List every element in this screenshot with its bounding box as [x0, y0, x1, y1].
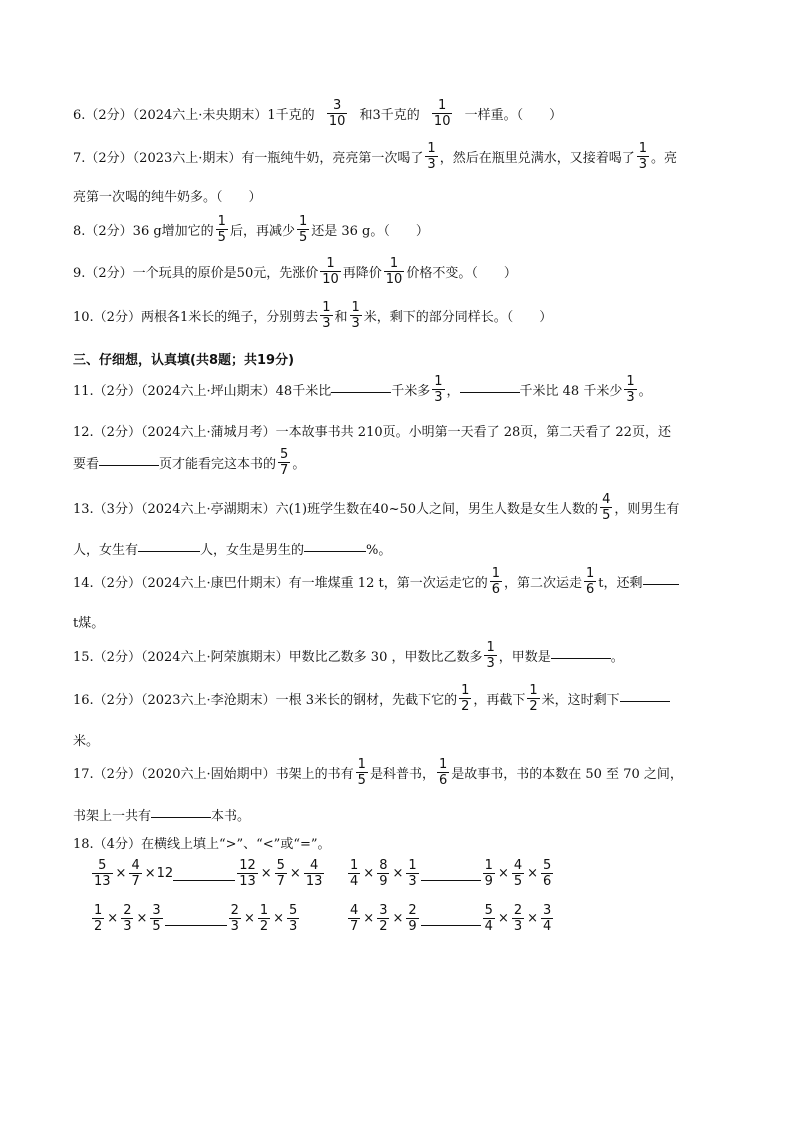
- answer-blank[interactable]: [304, 537, 366, 552]
- times-sign: ×: [363, 866, 375, 881]
- answer-blank[interactable]: [551, 644, 611, 659]
- question-15: 15.（2分）（2024六上·阿荣旗期末）甲数比乙数多 30 ，甲数比乙数多 $\frac{1}{3}$ ，甲数是 。: [73, 640, 624, 671]
- question-13: 13.（3分）（2024六上·亭湖期末）六(1)班学生数在40~50人之间，男生人数是女生人数的 $\frac{4}{5}$ ，则男生有: [73, 492, 680, 523]
- question-14: 14.（2分）（2024六上·康巴什期末）有一堆煤重 12 t，第一次运走它的 $\frac{1}{6}$ ，第二次运走 $\frac{1}{6}$ t，还剩: [73, 566, 679, 606]
- fraction: $\frac{4}{13}$: [305, 858, 323, 889]
- answer-blank[interactable]: [138, 537, 200, 552]
- times-sign: ×: [392, 866, 404, 881]
- fraction: $\frac{2}{9}$: [408, 903, 417, 934]
- question-10: 10.（2分）两根各1米长的绳子，分别剪去 $\frac{1}{3}$ 和 $\frac{1}{3}$ 米，剩下的部分同样长。（ ）: [73, 300, 553, 331]
- fraction: $\frac{5}{7}$: [276, 858, 285, 889]
- fraction: $\frac{1}{2}$: [461, 683, 470, 714]
- fraction: $\frac{1}{5}$: [217, 214, 226, 245]
- fraction: $\frac{2}{3}$: [123, 903, 132, 934]
- fraction: $\frac{5}{7}$: [280, 447, 289, 478]
- question-7: 7.（2分）（2023六上·期末）有一瓶纯牛奶，亮亮第一次喝了 $\frac{1}{3}$ ，然后在瓶里兑满水，又接着喝了 $\frac{1}{3}$ 。亮: [73, 141, 677, 172]
- answer-blank[interactable]: [165, 911, 227, 926]
- times-sign: ×: [497, 866, 509, 881]
- fraction: $\frac{1}{6}$: [438, 757, 448, 788]
- times-sign: ×: [527, 866, 539, 881]
- fraction: $\frac{8}{9}$: [379, 858, 388, 889]
- comparison-expression-1: $\frac{5}{13}$ × $\frac{4}{7}$ ×12 $\frac{12}{13}$ × $\frac{5}{7}$ × $\frac{4}{13}$: [94, 858, 323, 889]
- fraction: $\frac{1}{2}$: [529, 683, 538, 714]
- fraction: $\frac{1}{10}$: [322, 256, 339, 287]
- fraction: $\frac{12}{13}$: [239, 858, 256, 889]
- question-12: 12.（2分）（2024六上·蒲城月考）一本故事书共 210页。小明第一天看了 28页，第二天看了 22页，还: [73, 425, 671, 440]
- fraction: $\frac{1}{5}$: [357, 757, 366, 788]
- fraction: $\frac{1}{3}$: [626, 374, 635, 405]
- question-7-line2: 亮第一次喝的纯牛奶多。（ ）: [73, 190, 262, 205]
- fraction: $\frac{4}{5}$: [602, 492, 611, 523]
- times-sign: ×: [260, 866, 272, 881]
- answer-blank[interactable]: [331, 378, 391, 393]
- times-sign: ×: [136, 911, 148, 926]
- question-11: 11.（2分）（2024六上·坪山期末）48千米比 千米多 $\frac{1}{3}$ ， 千米比 48 千米少 $\frac{1}{3}$ 。: [73, 374, 652, 405]
- fraction: $\frac{1}{6}$: [491, 566, 500, 597]
- question-8: 8.（2分）36 g增加它的 $\frac{1}{5}$ 后，再减少 $\frac{1}{5}$ 还是 36 g。（ ）: [73, 214, 429, 245]
- fraction: $\frac{4}{5}$: [513, 858, 523, 889]
- times-sign: ×: [273, 911, 285, 926]
- question-13-line2: 人，女生有 人，女生是男生的 %。: [73, 537, 391, 557]
- fraction: $\frac{3}{5}$: [152, 903, 161, 934]
- answer-blank[interactable]: [643, 570, 679, 585]
- question-17: 17.（2分）（2020六上·固始期中）书架上的书有 $\frac{1}{5}$ 是科普书， $\frac{1}{6}$ 是故事书，书的本数在 50 至 70 之间，: [73, 757, 683, 788]
- fraction: $\frac{3}{4}$: [543, 903, 552, 934]
- answer-blank[interactable]: [620, 687, 670, 702]
- fraction: $\frac{1}{3}$: [638, 141, 647, 172]
- fraction: $\frac{1}{5}$: [298, 214, 308, 245]
- fraction: $\frac{2}{3}$: [230, 903, 239, 934]
- answer-blank[interactable]: [151, 803, 211, 818]
- fraction: $\frac{1}{3}$: [434, 374, 443, 405]
- fraction: $\frac{3}{10}$: [328, 98, 346, 129]
- fraction: $\frac{5}{6}$: [543, 858, 552, 889]
- comparison-expression-4: [346, 903, 555, 934]
- times-sign: ×: [243, 911, 255, 926]
- question-12-line2: 要看 页才能看完这本书的 $\frac{5}{7}$ 。: [73, 447, 306, 478]
- question-18: 18.（4分）在横线上填上“>”、“<”或“=”。: [73, 837, 331, 852]
- question-16: 16.（2分）（2023六上·李沧期末）一根 3米长的钢材，先截下它的 $\frac{1}{2}$ ，再截下 $\frac{1}{2}$ 米，这时剩下: [73, 683, 670, 723]
- fraction: $\frac{1}{3}$: [351, 300, 360, 331]
- times-sign: ×: [363, 911, 375, 926]
- times-sign: ×: [115, 866, 127, 881]
- answer-blank[interactable]: [421, 866, 481, 881]
- fraction: $\frac{1}{3}$: [322, 300, 331, 331]
- question-9: 9.（2分）一个玩具的原价是50元，先涨价 $\frac{1}{10}$ 再降价 $\frac{1}{10}$ 价格不变。（ ）: [73, 256, 517, 287]
- times-sign: ×: [289, 866, 301, 881]
- times-sign: ×: [497, 911, 509, 926]
- times-sign: ×: [527, 911, 539, 926]
- question-text: 6.（2分）（2024六上·未央期末）1千克的: [73, 108, 315, 123]
- fraction: $\frac{1}{10}$: [385, 256, 403, 287]
- times-sign: ×: [107, 911, 119, 926]
- comparison-expression-2: [346, 858, 555, 889]
- fraction: $\frac{1}{2}$: [94, 903, 103, 934]
- fraction: $\frac{5}{4}$: [484, 903, 493, 934]
- fraction: $\frac{4}{7}$: [131, 858, 140, 889]
- fraction: $\frac{1}{4}$: [350, 858, 359, 889]
- fraction: $\frac{1}{10}$: [433, 98, 451, 129]
- fraction: $\frac{2}{3}$: [513, 903, 523, 934]
- fraction: $\frac{1}{6}$: [586, 566, 595, 597]
- fraction: $\frac{1}{3}$: [427, 141, 436, 172]
- question-14-line2: t煤。: [73, 616, 105, 631]
- fraction: $\frac{1}{2}$: [259, 903, 269, 934]
- question-16-line2: 米。: [73, 734, 100, 749]
- fraction: $\frac{1}{3}$: [408, 858, 417, 889]
- fraction: $\frac{1}{9}$: [484, 858, 493, 889]
- fraction: $\frac{3}{2}$: [379, 903, 388, 934]
- fraction: $\frac{4}{7}$: [350, 903, 359, 934]
- answer-blank[interactable]: [460, 378, 520, 393]
- answer-blank[interactable]: [421, 911, 481, 926]
- times-sign: ×: [392, 911, 404, 926]
- question-6: 6.（2分）（2024六上·未央期末）1千克的 $\frac{3}{10}$ 和3千克的 $\frac{1}{10}$ 一样重。（ ）: [73, 98, 563, 129]
- question-17-line2: 书架上一共有 本书。: [73, 803, 250, 823]
- fraction: $\frac{5}{3}$: [289, 903, 298, 934]
- answer-blank[interactable]: [173, 866, 235, 881]
- section-heading: 三、仔细想，认真填(共8题；共19分): [73, 353, 295, 368]
- fraction: $\frac{5}{13}$: [94, 858, 111, 889]
- comparison-expression-3: [90, 903, 301, 934]
- fraction: $\frac{1}{3}$: [486, 640, 495, 671]
- answer-blank[interactable]: [99, 451, 159, 466]
- times-sign: ×: [144, 866, 156, 881]
